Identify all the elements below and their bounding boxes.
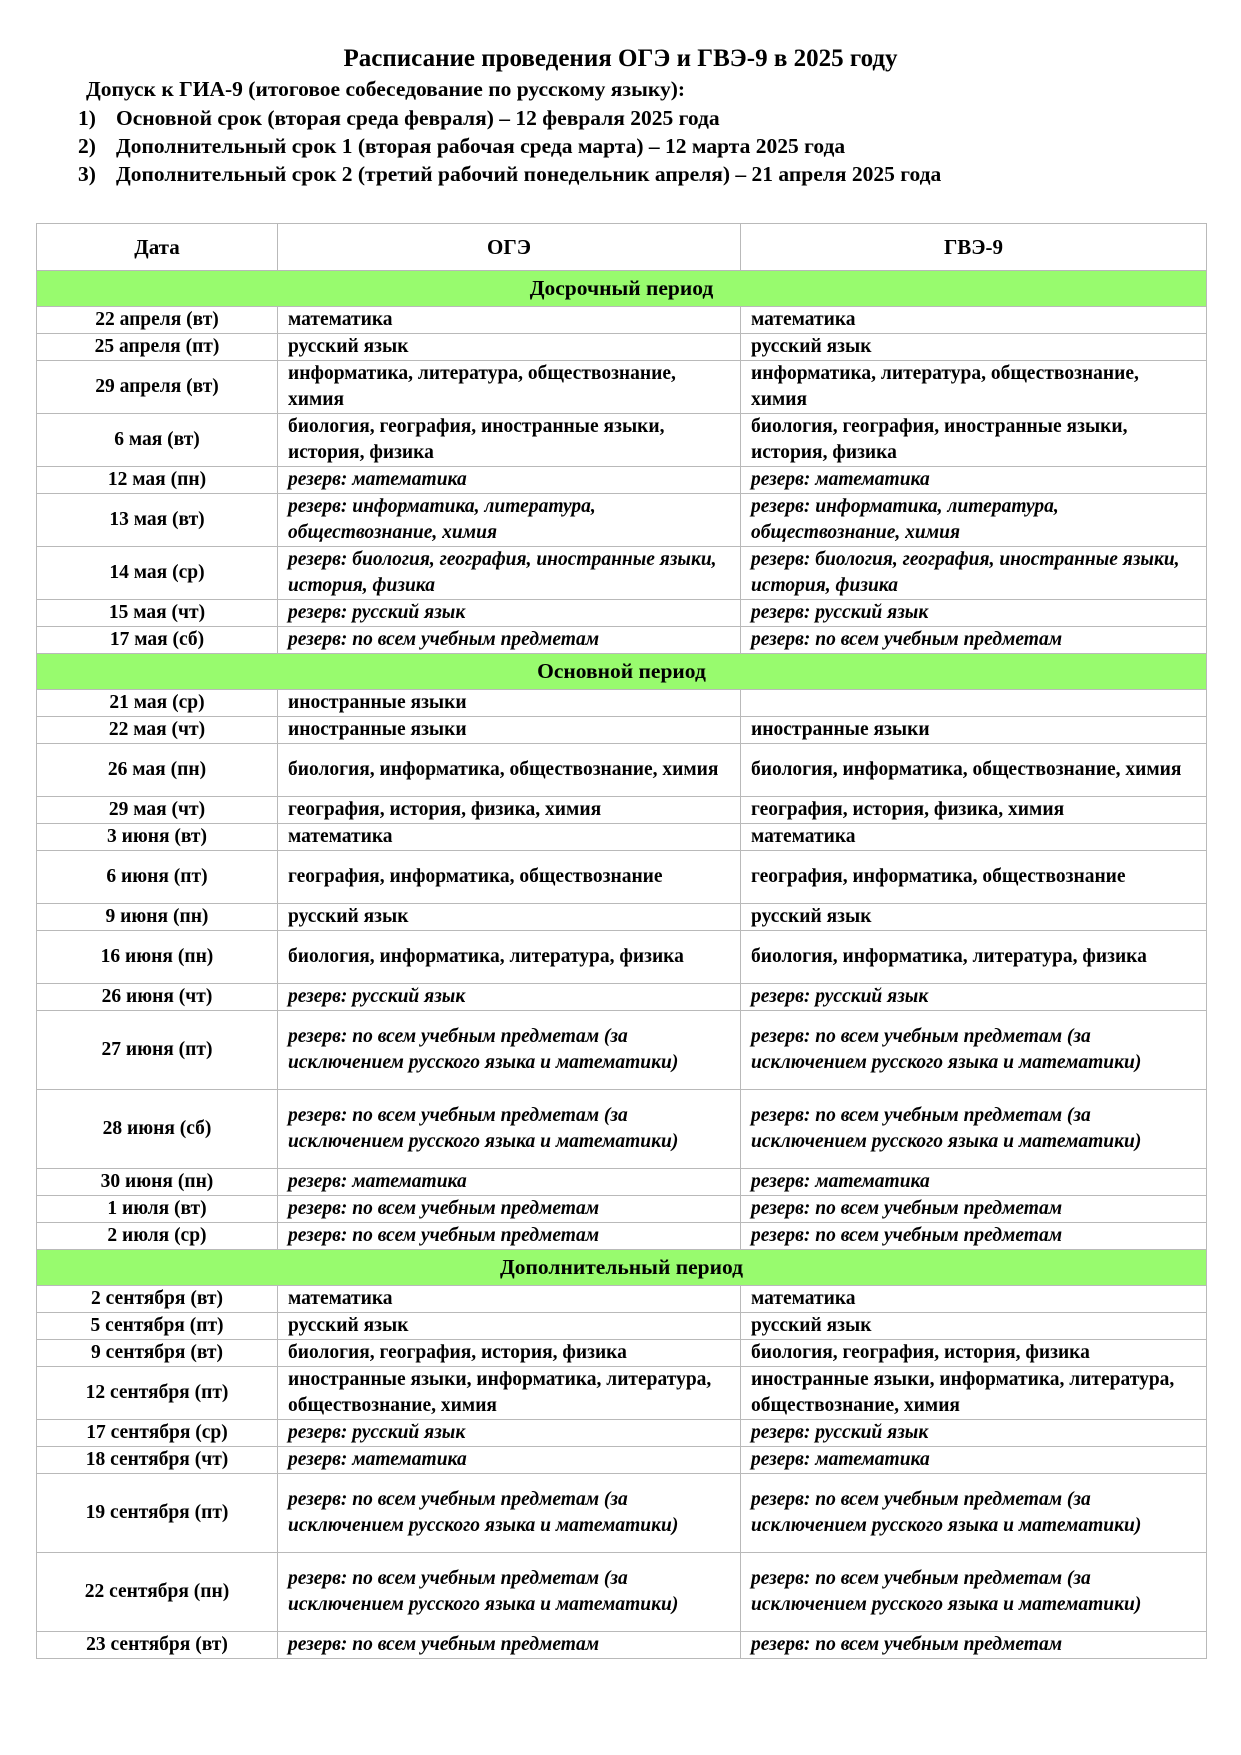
table-row — [37, 1367, 1207, 1420]
table-row — [37, 904, 1207, 931]
oge-cell: математика — [278, 307, 741, 334]
table-row — [37, 717, 1207, 744]
admission-subtitle: Допуск к ГИА-9 (итоговое собеседование по русскому языку): — [86, 77, 686, 101]
table-row — [37, 1090, 1207, 1169]
date-cell: 19 сентября (пт) — [37, 1474, 278, 1553]
column-header-gve: ГВЭ-9 — [741, 224, 1207, 271]
period-heading: Основной период — [37, 654, 1207, 690]
oge-cell: география, информатика, обществознание — [278, 851, 741, 904]
deadline-item — [78, 133, 845, 160]
column-header-date: Дата — [37, 224, 278, 271]
table-row — [37, 1313, 1207, 1340]
oge-cell: резерв: по всем учебным предметам (за исключением русского языка и математики) — [278, 1090, 741, 1169]
table-row — [37, 1196, 1207, 1223]
schedule-body — [37, 271, 1207, 1659]
oge-cell: резерв: по всем учебным предметам (за исключением русского языка и математики) — [278, 1474, 741, 1553]
table-header-row — [37, 224, 1207, 271]
date-cell: 9 июня (пн) — [37, 904, 278, 931]
gve-cell: география, история, физика, химия — [741, 797, 1207, 824]
deadline-item — [78, 105, 720, 132]
oge-cell: резерв: биология, география, иностранные языки, история, физика — [278, 547, 741, 600]
deadline-number: 3) — [78, 162, 96, 186]
oge-cell: резерв: математика — [278, 1169, 741, 1196]
period-row — [37, 654, 1207, 690]
gve-cell: математика — [741, 307, 1207, 334]
date-cell: 21 мая (ср) — [37, 690, 278, 717]
oge-cell: резерв: по всем учебным предметам (за исключением русского языка и математики) — [278, 1011, 741, 1090]
oge-cell: биология, информатика, обществознание, химия — [278, 744, 741, 797]
gve-cell: иностранные языки — [741, 717, 1207, 744]
gve-cell: информатика, литература, обществознание, химия — [741, 361, 1207, 414]
oge-cell: иностранные языки — [278, 690, 741, 717]
gve-cell: география, информатика, обществознание — [741, 851, 1207, 904]
oge-cell: резерв: русский язык — [278, 984, 741, 1011]
table-row — [37, 600, 1207, 627]
table-row — [37, 797, 1207, 824]
oge-cell: биология, география, история, физика — [278, 1340, 741, 1367]
oge-cell: резерв: по всем учебным предметам — [278, 1223, 741, 1250]
table-row — [37, 1011, 1207, 1090]
gve-cell: биология, география, история, физика — [741, 1340, 1207, 1367]
oge-cell: резерв: по всем учебным предметам — [278, 627, 741, 654]
oge-cell: иностранные языки, информатика, литература, обществознание, химия — [278, 1367, 741, 1420]
gve-cell: резерв: по всем учебным предметам (за исключением русского языка и математики) — [741, 1474, 1207, 1553]
gve-cell: резерв: математика — [741, 467, 1207, 494]
gve-cell: русский язык — [741, 904, 1207, 931]
gve-cell: резерв: русский язык — [741, 1420, 1207, 1447]
date-cell: 26 июня (чт) — [37, 984, 278, 1011]
gve-cell: резерв: русский язык — [741, 600, 1207, 627]
date-cell: 28 июня (сб) — [37, 1090, 278, 1169]
table-row — [37, 1447, 1207, 1474]
table-row — [37, 1223, 1207, 1250]
gve-cell: резерв: по всем учебным предметам (за исключением русского языка и математики) — [741, 1011, 1207, 1090]
deadline-text: Дополнительный срок 1 (вторая рабочая среда марта) – 12 марта 2025 года — [116, 134, 846, 158]
table-row — [37, 1474, 1207, 1553]
oge-cell: резерв: русский язык — [278, 1420, 741, 1447]
oge-cell: резерв: математика — [278, 1447, 741, 1474]
oge-cell: иностранные языки — [278, 717, 741, 744]
gve-cell: биология, география, иностранные языки, история, физика — [741, 414, 1207, 467]
oge-cell: резерв: по всем учебным предметам (за исключением русского языка и математики) — [278, 1553, 741, 1632]
oge-cell: русский язык — [278, 1313, 741, 1340]
table-row — [37, 1340, 1207, 1367]
table-row — [37, 851, 1207, 904]
table-row — [37, 494, 1207, 547]
oge-cell: математика — [278, 824, 741, 851]
date-cell: 13 мая (вт) — [37, 494, 278, 547]
gve-cell: резерв: информатика, литература, обществознание, химия — [741, 494, 1207, 547]
table-row — [37, 467, 1207, 494]
gve-cell: русский язык — [741, 334, 1207, 361]
table-row — [37, 984, 1207, 1011]
date-cell: 26 мая (пн) — [37, 744, 278, 797]
date-cell: 16 июня (пн) — [37, 931, 278, 984]
gve-cell: резерв: математика — [741, 1447, 1207, 1474]
date-cell: 17 мая (сб) — [37, 627, 278, 654]
page-title: Расписание проведения ОГЭ и ГВЭ-9 в 2025 году — [343, 45, 898, 72]
deadline-number: 1) — [78, 106, 96, 130]
gve-cell: резерв: по всем учебным предметам — [741, 1632, 1207, 1659]
gve-cell: резерв: по всем учебным предметам (за исключением русского языка и математики) — [741, 1553, 1207, 1632]
gve-cell: резерв: по всем учебным предметам — [741, 1196, 1207, 1223]
date-cell: 30 июня (пн) — [37, 1169, 278, 1196]
table-row — [37, 334, 1207, 361]
gve-cell: математика — [741, 824, 1207, 851]
period-heading: Дополнительный период — [37, 1250, 1207, 1286]
oge-cell: математика — [278, 1286, 741, 1313]
date-cell: 9 сентября (вт) — [37, 1340, 278, 1367]
gve-cell: резерв: по всем учебным предметам (за исключением русского языка и математики) — [741, 1090, 1207, 1169]
table-row — [37, 627, 1207, 654]
oge-cell: информатика, литература, обществознание, химия — [278, 361, 741, 414]
oge-cell: резерв: математика — [278, 467, 741, 494]
date-cell: 3 июня (вт) — [37, 824, 278, 851]
period-row — [37, 1250, 1207, 1286]
gve-cell: резерв: математика — [741, 1169, 1207, 1196]
date-cell: 2 июля (ср) — [37, 1223, 278, 1250]
schedule-table — [36, 223, 1207, 1659]
gve-cell: резерв: по всем учебным предметам — [741, 1223, 1207, 1250]
table-row — [37, 1632, 1207, 1659]
table-row — [37, 1169, 1207, 1196]
oge-cell: русский язык — [278, 904, 741, 931]
table-row — [37, 414, 1207, 467]
oge-cell: русский язык — [278, 334, 741, 361]
date-cell: 1 июля (вт) — [37, 1196, 278, 1223]
date-cell: 22 апреля (вт) — [37, 307, 278, 334]
date-cell: 29 апреля (вт) — [37, 361, 278, 414]
date-cell: 12 сентября (пт) — [37, 1367, 278, 1420]
table-row — [37, 1420, 1207, 1447]
gve-cell: резерв: русский язык — [741, 984, 1207, 1011]
table-row — [37, 547, 1207, 600]
date-cell: 23 сентября (вт) — [37, 1632, 278, 1659]
gve-cell: резерв: по всем учебным предметам — [741, 627, 1207, 654]
oge-cell: резерв: русский язык — [278, 600, 741, 627]
table-row — [37, 1286, 1207, 1313]
deadline-item — [78, 161, 941, 188]
table-row — [37, 1553, 1207, 1632]
gve-cell — [741, 690, 1207, 717]
gve-cell: русский язык — [741, 1313, 1207, 1340]
date-cell: 15 мая (чт) — [37, 600, 278, 627]
table-row — [37, 824, 1207, 851]
oge-cell: резерв: по всем учебным предметам — [278, 1632, 741, 1659]
table-row — [37, 361, 1207, 414]
date-cell: 25 апреля (пт) — [37, 334, 278, 361]
date-cell: 2 сентября (вт) — [37, 1286, 278, 1313]
table-row — [37, 690, 1207, 717]
gve-cell: биология, информатика, обществознание, химия — [741, 744, 1207, 797]
table-row — [37, 744, 1207, 797]
oge-cell: биология, география, иностранные языки, история, физика — [278, 414, 741, 467]
date-cell: 6 июня (пт) — [37, 851, 278, 904]
date-cell: 22 мая (чт) — [37, 717, 278, 744]
column-header-oge: ОГЭ — [278, 224, 741, 271]
date-cell: 22 сентября (пн) — [37, 1553, 278, 1632]
period-heading: Досрочный период — [37, 271, 1207, 307]
oge-cell: резерв: информатика, литература, обществознание, химия — [278, 494, 741, 547]
deadline-number: 2) — [78, 134, 96, 158]
date-cell: 27 июня (пт) — [37, 1011, 278, 1090]
date-cell: 18 сентября (чт) — [37, 1447, 278, 1474]
period-row — [37, 271, 1207, 307]
table-row — [37, 931, 1207, 984]
gve-cell: биология, информатика, литература, физика — [741, 931, 1207, 984]
gve-cell: математика — [741, 1286, 1207, 1313]
date-cell: 5 сентября (пт) — [37, 1313, 278, 1340]
date-cell: 14 мая (ср) — [37, 547, 278, 600]
date-cell: 6 мая (вт) — [37, 414, 278, 467]
deadline-text: Основной срок (вторая среда февраля) – 12 февраля 2025 года — [116, 106, 720, 130]
date-cell: 29 мая (чт) — [37, 797, 278, 824]
date-cell: 17 сентября (ср) — [37, 1420, 278, 1447]
gve-cell: иностранные языки, информатика, литература, обществознание, химия — [741, 1367, 1207, 1420]
gve-cell: резерв: биология, география, иностранные языки, история, физика — [741, 547, 1207, 600]
oge-cell: биология, информатика, литература, физика — [278, 931, 741, 984]
date-cell: 12 мая (пн) — [37, 467, 278, 494]
table-row — [37, 307, 1207, 334]
oge-cell: резерв: по всем учебным предметам — [278, 1196, 741, 1223]
oge-cell: география, история, физика, химия — [278, 797, 741, 824]
deadline-text: Дополнительный срок 2 (третий рабочий понедельник апреля) – 21 апреля 2025 года — [116, 162, 942, 186]
